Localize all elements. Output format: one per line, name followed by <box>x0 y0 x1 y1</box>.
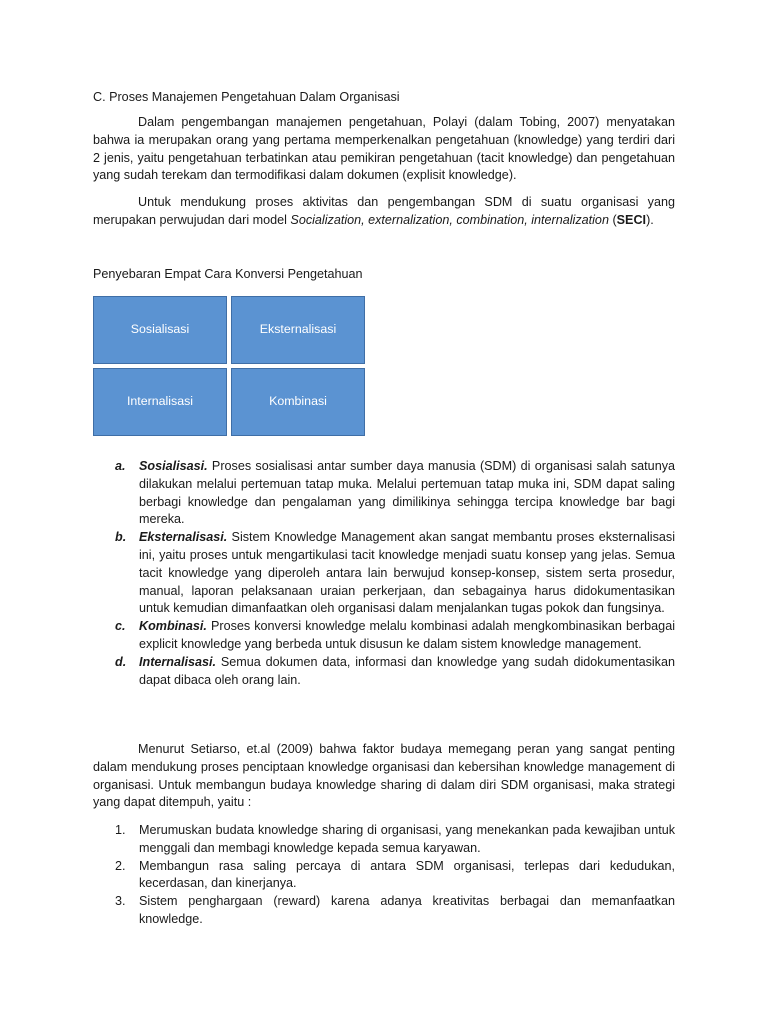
paragraph-polayi <box>93 114 675 185</box>
strategy-item <box>93 858 675 894</box>
paragraph-polayi-text: Dalam pengembangan manajemen pengetahuan, Polayi (dalam Tobing, 2007) menyatakan bahwa ia merupakan orang yang pertama memperkenalkan pengetahuan (knowledge) yang terdiri dari 2 jenis, yaitu pengetahuan terbatinkan atau pemikiran pengetahuan (tacit knowledge) dan pengetahuan yang sudah terekam dan termodifikasi dalam dokumen (explisit knowledge). <box>93 115 675 183</box>
seci-cell-internalisasi: Internalisasi <box>93 368 227 436</box>
paragraph-seci-text: Untuk mendukung proses aktivitas dan pengembangan SDM di suatu organisasi yang merupakan perwujudan dari model <box>93 195 675 227</box>
seci-paren-close: ). <box>646 212 654 227</box>
seci-cell-sosialisasi: Sosialisasi <box>93 296 227 364</box>
list-item-kombinasi <box>93 618 675 654</box>
list-text: Sistem Knowledge Management akan sangat membantu proses eksternalisasi ini, yaitu proses untuk mengartikulasi tacit knowledge menjadi suatu konsep yang jelas. Semua tacit knowledge yang diperoleh antara lain berwujud konsep-konsep, sistem serta prosedur, manual, laporan pelaksanaan uraian perkerjaan, dan sebagainya harus didokumentasikan untuk kemudian dimanfaatkan oleh organisasi dalam menjalankan tugas pokok dan fungsinya. <box>139 530 675 616</box>
paragraph-setiarso <box>93 741 675 812</box>
list-item-internalisasi <box>93 654 675 690</box>
seci-acronym: SECI <box>616 212 647 227</box>
list-text: Semua dokumen data, informasi dan knowledge yang sudah didokumentasikan dapat dibaca oleh orang lain. <box>139 654 675 687</box>
paragraph-seci <box>93 194 675 230</box>
strategy-item <box>93 893 675 929</box>
seci-diagram <box>93 296 367 438</box>
list-marker: d. <box>115 654 127 669</box>
list-marker: c. <box>115 619 126 634</box>
list-term: Eksternalisasi. <box>139 530 228 545</box>
list-marker: a. <box>115 459 126 473</box>
paragraph-setiarso-text: Menurut Setiarso, et.al (2009) bahwa faktor budaya memegang peran yang sangat penting dalam mendukung proses penciptaan knowledge organisasi dan kebersihan knowledge management di organisasi. Untuk membangun budaya knowledge sharing di dalam diri SDM organisasi, maka strategi yang dapat ditempuh, yaitu : <box>93 742 675 810</box>
list-text: Proses sosialisasi antar sumber daya manusia (SDM) di organisasi salah satunya dilakukan melalui pertemuan tatap muka. Melalui pertemuan tatap muka ini, SDM dapat saling berbagi knowledge dan pengalaman yang dimilikinya sehingga tercipa knowledge bar bagi mereka. <box>139 459 675 527</box>
section-heading: C. Proses Manajemen Pengetahuan Dalam Organisasi <box>93 90 400 104</box>
strategy-list <box>93 822 675 929</box>
list-item-eksternalisasi <box>93 529 675 618</box>
list-item-sosialisasi <box>93 458 675 529</box>
diagram-caption: Penyebaran Empat Cara Konversi Pengetahuan <box>93 267 363 281</box>
seci-paren-open: ( <box>608 212 617 227</box>
list-text: Membangun rasa saling percaya di antara SDM organisasi, terlepas dari kedudukan, kecerdasan, dan kinerjanya. <box>139 858 675 891</box>
seci-model-terms: Socialization, externalization, combination, internalization <box>290 212 609 227</box>
list-marker: 3. <box>115 894 126 909</box>
list-marker: 2. <box>115 858 126 873</box>
list-text: Sistem penghargaan (reward) karena adanya kreativitas berbagai dan memanfaatkan knowledge. <box>139 894 675 926</box>
list-marker: b. <box>115 530 127 545</box>
seci-cell-eksternalisasi: Eksternalisasi <box>231 296 365 364</box>
list-term: Kombinasi. <box>139 619 207 634</box>
conversion-list <box>93 458 675 689</box>
list-marker: 1. <box>115 823 126 837</box>
strategy-item <box>93 822 675 858</box>
list-term: Sosialisasi. <box>139 459 208 473</box>
seci-cell-kombinasi: Kombinasi <box>231 368 365 436</box>
list-term: Internalisasi. <box>139 654 216 669</box>
list-text: Proses konversi knowledge melalu kombinasi adalah mengkombinasikan berbagai explicit knowledge yang berbeda untuk disusun ke dalam sistem knowledge management. <box>139 619 675 651</box>
list-text: Merumuskan budata knowledge sharing di organisasi, yang menekankan pada kewajiban untuk menggali dan membagi knowledge kepada semua karyawan. <box>139 823 675 855</box>
